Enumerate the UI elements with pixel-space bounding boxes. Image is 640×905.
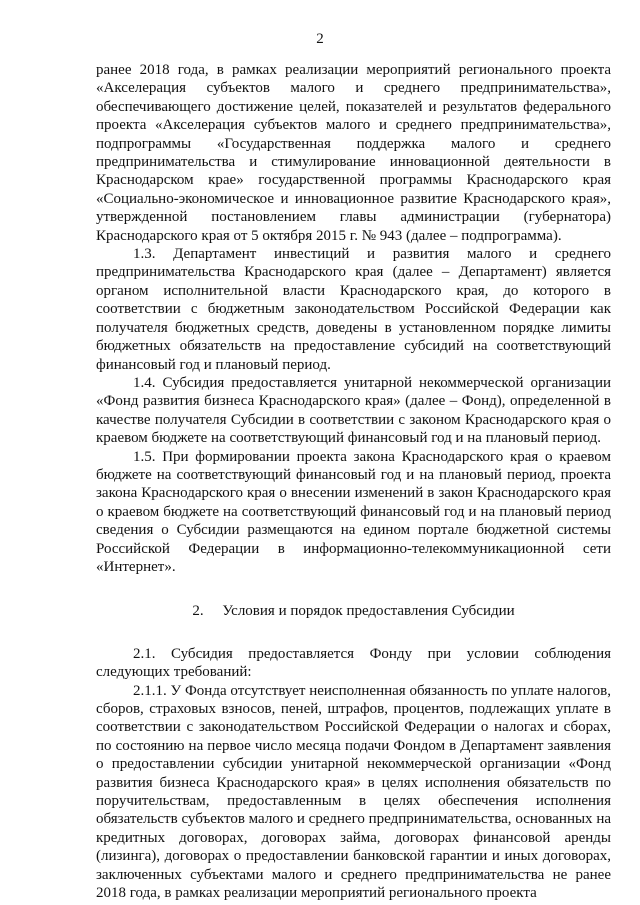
paragraph-1-4: 1.4. Субсидия предоставляется унитарной некоммерческой организации «Фонд развития бизнеса Краснодарского края» (далее – Фонд), определенной в качестве получателя Субсидии в соответствии с законом Краснодарского края о краевом бюджете на соответствующий финансовый год и на плановый период. xyxy=(96,374,611,447)
paragraph-2-1-1: 2.1.1. У Фонда отсутствует неисполненная обязанность по уплате налогов, сборов, страховых взносов, пеней, штрафов, процентов, подлежащих уплате в соответствии с законодательством Российской Федерации о налогах и сборах, по состоянию на первое число месяца подачи Фондом в Департамент заявления о предоставлении субсидии унитарной некоммерческой организации «Фонд развития бизнеса Краснодарского края» в целях исполнения обязательств по поручительствам, предоставленным в целях обеспечения исполнения обязательств субъектов малого и среднего предпринимательства, основанных на кредитных договорах, договорах займа, договорах финансовой аренды (лизинга), договорах о предоставлении банковской гарантии и иных договорах, заключенных субъектами малого и среднего предпринимательства не ранее 2018 года, в рамках реализации мероприятий регионального проекта xyxy=(96,682,611,902)
section-heading xyxy=(96,602,611,620)
document-body xyxy=(96,61,611,902)
section-title: Условия и порядок предоставления Субсидии xyxy=(222,603,515,620)
paragraph-1-3: 1.3. Департамент инвестиций и развития малого и среднего предпринимательства Краснодарского края (далее – Департамент) является органом исполнительной власти Краснодарского края, до которого в соответствии с бюджетным законодательством Российской Федерации как получателя бюджетных средств, доведены в установленном порядке лимиты бюджетных обязательств на предоставление субсидий на соответствующий финансовый год и плановый период. xyxy=(96,246,611,373)
paragraph-continuation: ранее 2018 года, в рамках реализации мероприятий регионального проекта «Акселерация субъектов малого и среднего предпринимательства», обеспечивающего достижение целей, показателей и результатов федерального проекта «Акселерация субъектов малого и среднего предпринимательства», подпрограммы «Государственная поддержка малого и среднего предпринимательства и стимулирование инновационной деятельности в Краснодарском крае» государственной программы Краснодарского края «Социально-экономическое и инновационное развитие Краснодарского края», утвержденной постановлением главы администрации (губернатора) Краснодарского края от 5 октября 2015 г. № 943 (далее – подпрограмма). xyxy=(96,62,611,244)
page-number: 2 xyxy=(316,31,324,47)
section-number: 2. xyxy=(192,603,204,620)
paragraph-2-1: 2.1. Субсидия предоставляется Фонду при условии соблюдения следующих требований: xyxy=(96,645,611,681)
paragraph-1-5: 1.5. При формировании проекта закона Краснодарского края о краевом бюджете на соответствующий финансовый год и на плановый период, проекта закона Краснодарского края о внесении изменений в закон Краснодарского края о краевом бюджете на соответствующий финансовый год и на плановый период сведения о Субсидии размещаются на едином портале бюджетной системы Российской Федерации в информационно-телекоммуникационной сети «Интернет». xyxy=(96,448,611,575)
